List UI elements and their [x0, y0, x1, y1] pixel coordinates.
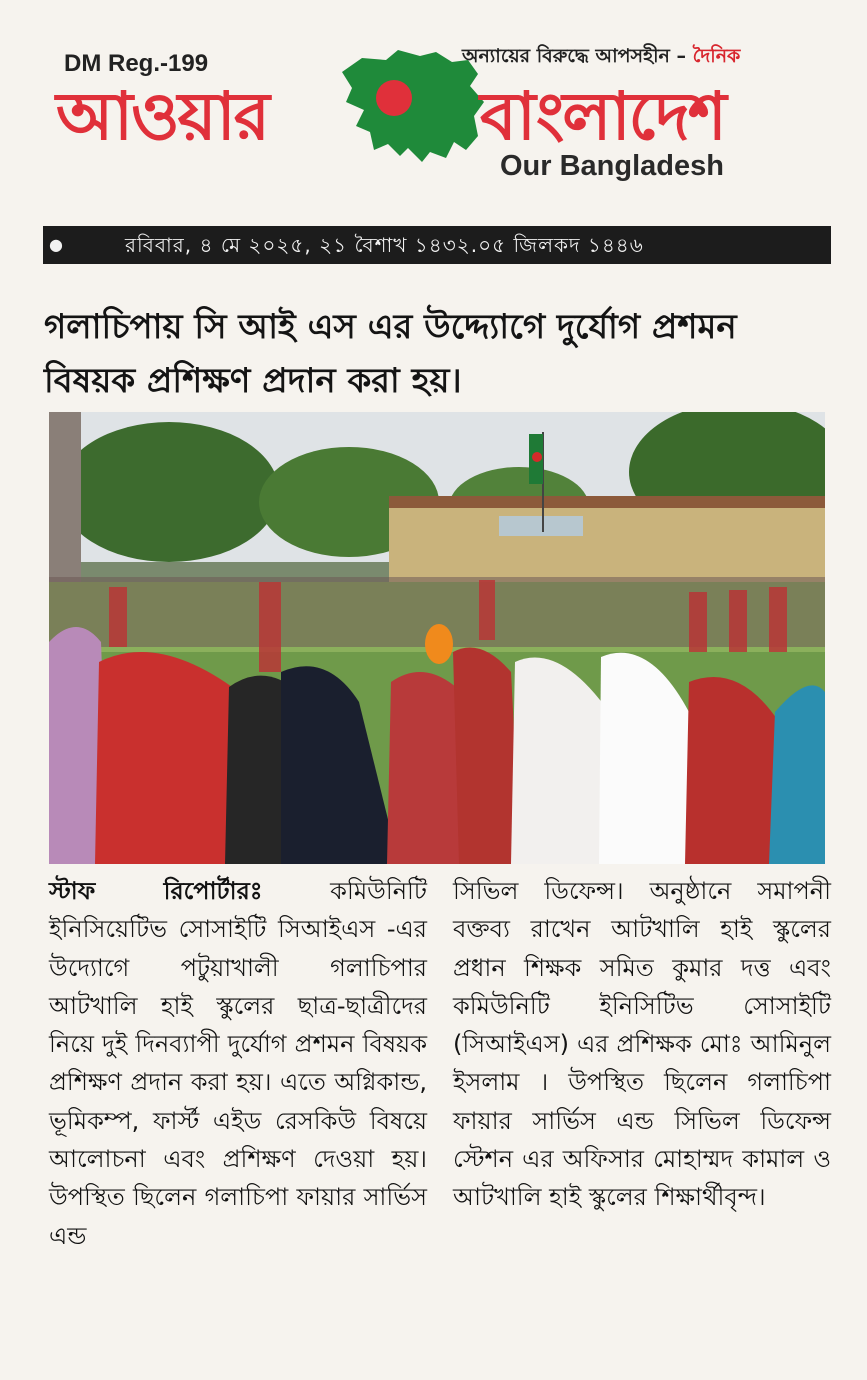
article-headline: গলাচিপায় সি আই এস এর উদ্দ্যোগে দুর্যোগ প্রশমন বিষয়ক প্রশিক্ষণ প্রদান করা হয়।	[44, 307, 737, 401]
article-text-left: কমিউনিটি ইনিসিয়েটিভ সোসাইটি সিআইএস -এর উদ্যোগে পটুয়াখালী গলাচিপার আটখালি হাই স্কুলের ছাত্র-ছাত্রীদের নিয়ে দুই দিনব্যাপী দুর্যোগ প্রশমন বিষয়ক প্রশিক্ষণ প্রদান করা হয়। এতে অগ্নিকান্ড, ভূমিকম্প, ফার্স্ট এইড রেসকিউ বিষয়ে আলোচনা এবং প্রশিক্ষণ দেওয়া হয়। উপস্থিত ছিলেন গলাচিপা ফায়ার সার্ভিস এন্ড	[49, 877, 427, 1250]
byline: স্টাফ রিপোর্টারঃ	[49, 877, 263, 905]
bullet-icon: ●	[49, 235, 63, 254]
article-column-right: সিভিল ডিফেন্স। অনুষ্ঠানে সমাপনী বক্তব্য রাখেন আটখালি হাই স্কুলের প্রধান শিক্ষক সমিত কুমার দত্ত এবং কমিউনিটি ইনিসিটিভ সোসাইটি (সিআইএস) এর প্রশিক্ষক মোঃ আমিনুল ইসলাম । উপস্থিত ছিলেন গলাচিপা ফায়ার সার্ভিস এন্ড সিভিল ডিফেন্স স্টেশন এর অফিসার মোহাম্মদ কামাল ও আটখালি হাই স্কুলের শিক্ষার্থীবৃন্দ।	[453, 877, 831, 1212]
registration-number: DM Reg.-199	[64, 50, 209, 77]
newspaper-name-right: বাংলাদেশ	[480, 78, 725, 155]
newspaper-name-left: আওয়ার	[56, 78, 268, 155]
article-column-left	[49, 872, 427, 1255]
date-text: রবিবার, ৪ মে ২০২৫, ২১ বৈশাখ ১৪৩২.০৫ জিলকদ ১৪৪৬	[125, 233, 644, 257]
date-bar	[43, 226, 831, 264]
newspaper-name-english: Our Bangladesh	[500, 150, 724, 182]
tagline-accent: দৈনিক	[692, 45, 741, 67]
bangladesh-map-flag-icon	[328, 46, 488, 164]
tagline-text: অন্যায়ের বিরুদ্ধে আপসহীন –	[462, 45, 686, 67]
training-event-photo	[49, 412, 825, 864]
